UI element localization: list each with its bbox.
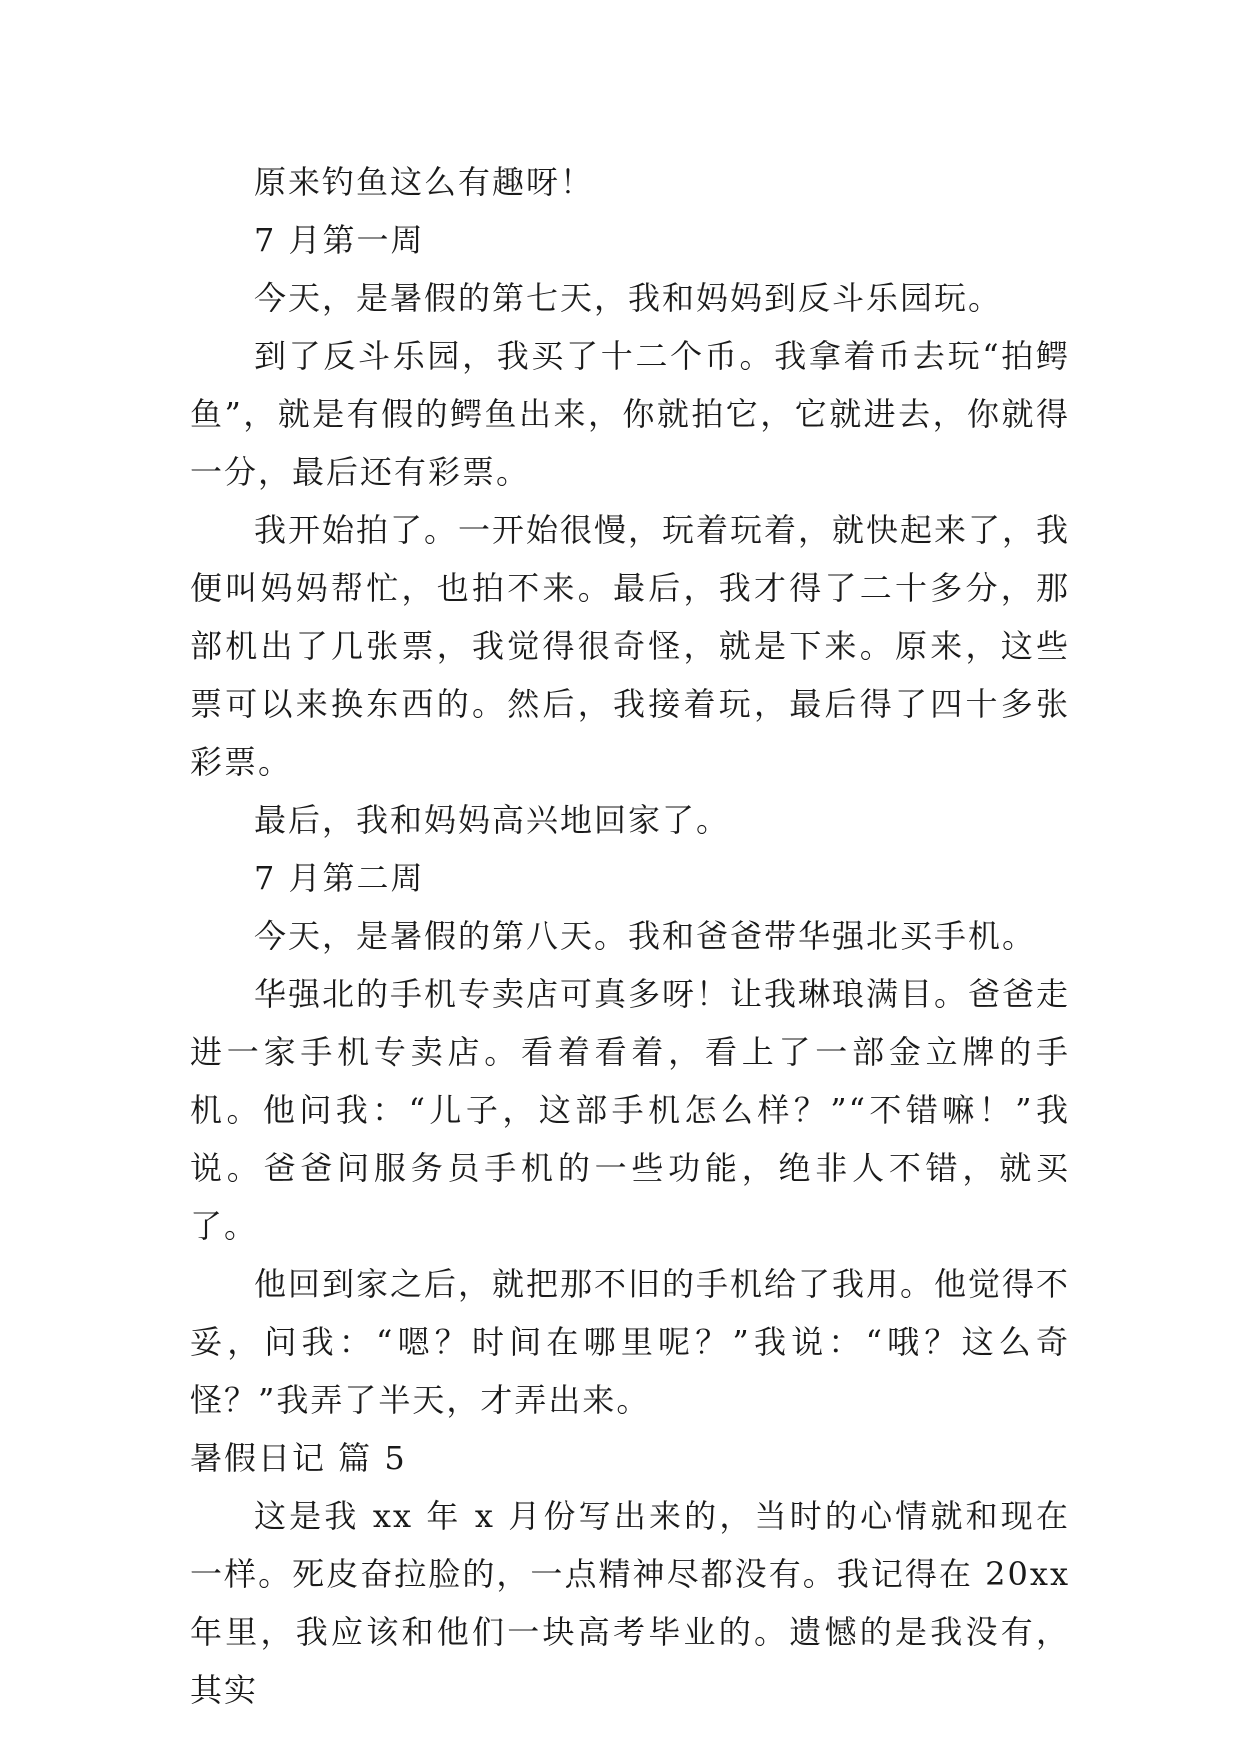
- paragraph: 今天，是暑假的第七天，我和妈妈到反斗乐园玩。: [254, 279, 1003, 317]
- paragraph: 这是我 xx 年 x 月份写出来的，当时的心情就和现在一样。死皮奋拉脸的，一点精神尽都没有。我记得在 20xx 年里，我应该和他们一块高考毕业的。遗憾的是我没有，其实: [190, 1497, 1070, 1709]
- paragraph: 我开始拍了。一开始很慢，玩着玩着，就快起来了，我便叫妈妈帮忙，也拍不来。最后，我才得了二十多分，那部机出了几张票，我觉得很奇怪，就是下来。原来，这些票可以来换东西的。然后，我接着玩，最后得了四十多张彩票。: [190, 511, 1071, 781]
- article-title: 暑假日记 篇 5: [190, 1439, 407, 1477]
- paragraph: 今天，是暑假的第八天。我和爸爸带华强北买手机。: [254, 917, 1037, 955]
- paragraph: 到了反斗乐园，我买了十二个币。我拿着币去玩“拍鳄鱼”，就是有假的鳄鱼出来，你就拍它，它就进去，你就得一分，最后还有彩票。: [190, 337, 1070, 491]
- section-heading-week2: 7 月第二周: [254, 859, 425, 897]
- paragraph: 最后，我和妈妈高兴地回家了。: [254, 801, 731, 839]
- section-heading-week1: 7 月第一周: [254, 221, 425, 259]
- document-body: [190, 153, 1070, 1719]
- paragraph: 华强北的手机专卖店可真多呀！让我琳琅满目。爸爸走进一家手机专卖店。看着看着，看上了一部金立牌的手机。他问我：“儿子，这部手机怎么样？”“不错嘛！”我说。爸爸问服务员手机的一些功能，绝非人不错，就买了。: [190, 975, 1071, 1245]
- paragraph: 他回到家之后，就把那不旧的手机给了我用。他觉得不妥，问我：“嗯？时间在哪里呢？”我说：“哦？这么奇怪？”我弄了半天，才弄出来。: [190, 1265, 1071, 1419]
- paragraph: 原来钓鱼这么有趣呀！: [254, 163, 595, 201]
